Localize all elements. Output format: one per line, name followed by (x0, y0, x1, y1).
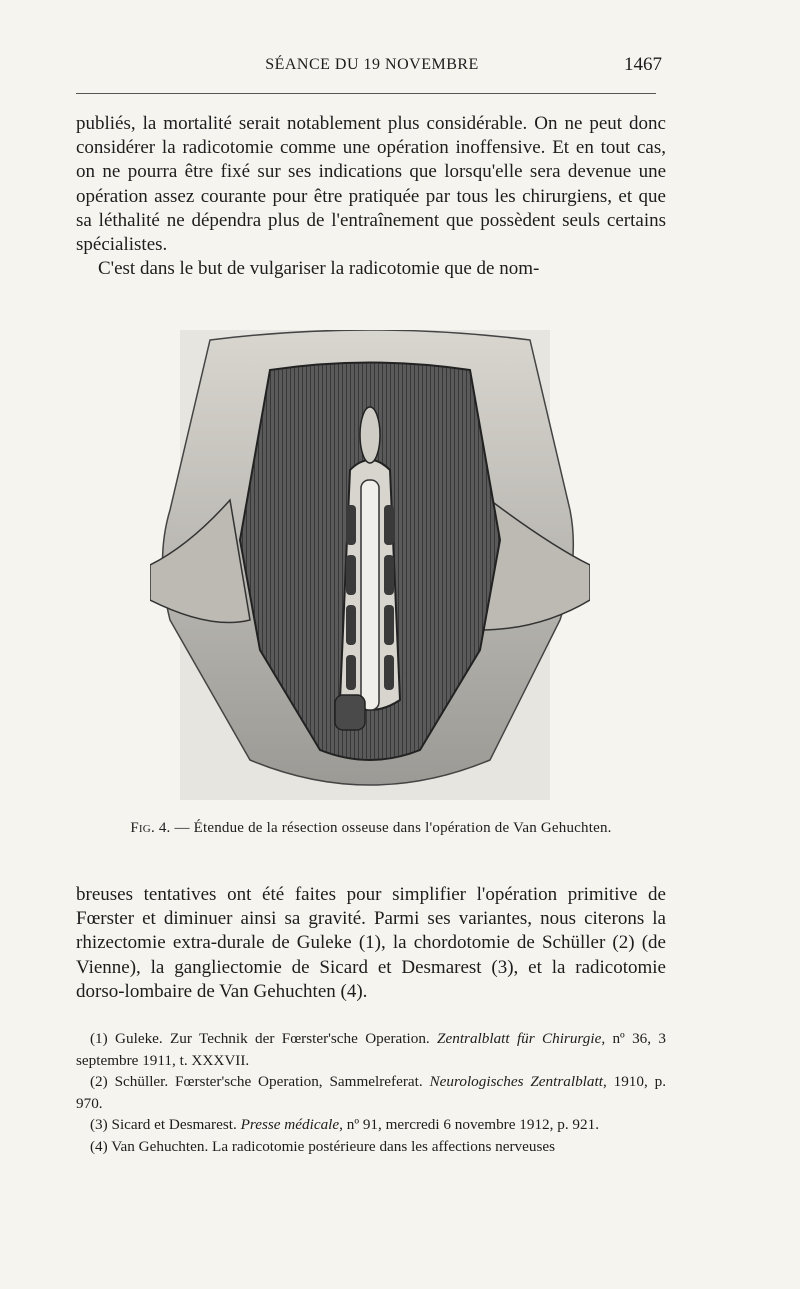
figure-caption-text: — Étendue de la résection osseuse dans l'opération de Van Gehuchten. (174, 820, 612, 836)
footnote-1 (76, 1028, 666, 1071)
paragraph-3: breuses tentatives ont été faites pour simplifier l'opération primitive de Fœrster et diminuer ainsi sa gravité. Parmi ses variantes, nous citerons la rhizectomie extra-durale de Guleke (1), la chordotomie de Schüller (2) (de Vienne), la gangliectomie de Sicard et Desmarest (3), et la radicotomie dorso-lombaire de Van Gehuchten (4). (76, 884, 666, 1002)
header-rule (76, 93, 656, 94)
figure-label: Fig. 4. (130, 820, 171, 836)
footnote-marker: (1) (90, 1030, 108, 1047)
figure-caption (76, 820, 666, 837)
running-head-title: SÉANCE DU 19 NOVEMBRE (265, 56, 479, 73)
footnote-rest: , 1910, p. 970. (76, 1073, 667, 1112)
footnote-3 (76, 1114, 666, 1136)
spinal-cord (361, 480, 379, 710)
footnote-marker: (3) (90, 1116, 108, 1134)
footnote-rest: , nº 91, mercredi 6 novembre 1912, p. 921. (339, 1116, 600, 1134)
paragraph-2: C'est dans le but de vulgariser la radicotomie que de nom- (98, 258, 540, 280)
footnote-author: Sicard et Desmarest. (111, 1116, 237, 1134)
page-number: 1467 (624, 54, 662, 75)
footnotes (76, 1028, 666, 1158)
footnote-4 (76, 1136, 666, 1158)
figure-illustration (150, 330, 590, 800)
bone-fragment (335, 695, 365, 730)
footnote-2 (76, 1071, 666, 1114)
footnote-marker: (2) (90, 1073, 108, 1091)
footnote-author: Van Gehuchten. La radicotomie postérieure dans les affections nerveuses (111, 1137, 556, 1155)
running-head (76, 52, 668, 82)
paragraph-1: publiés, la mortalité serait notablement plus considérable. On ne peut donc considérer la radicotomie comme une opération inoffensive. Et en tout cas, on ne pourra être fixé sur ses indications que lorsqu'elle sera devenue une opération assez courante pour être pratiquée par tous les chirurgiens, et que sa léthalité ne dépendra plus de l'entraînement que possèdent seuls certains spécialistes. (76, 113, 666, 256)
body-text-top (76, 112, 666, 281)
footnote-author: Guleke. Zur Technik der Fœrster'sche Operation. (115, 1030, 430, 1047)
footnote-journal: Neurologisches Zentralblatt (429, 1073, 603, 1091)
footnote-author: Schüller. Fœrster'sche Operation, Sammelreferat. (114, 1073, 423, 1091)
footnote-journal: Presse médicale (240, 1116, 340, 1134)
footnote-journal: Zentralblatt für Chirurgie (437, 1030, 602, 1047)
footnote-rest: , nº 36, 3 septembre 1911, t. XXXVII. (76, 1030, 666, 1069)
body-text-bottom (76, 883, 666, 1004)
surgical-illustration (150, 330, 590, 800)
footnote-marker: (4) (90, 1137, 108, 1155)
spinous-process (360, 407, 380, 463)
